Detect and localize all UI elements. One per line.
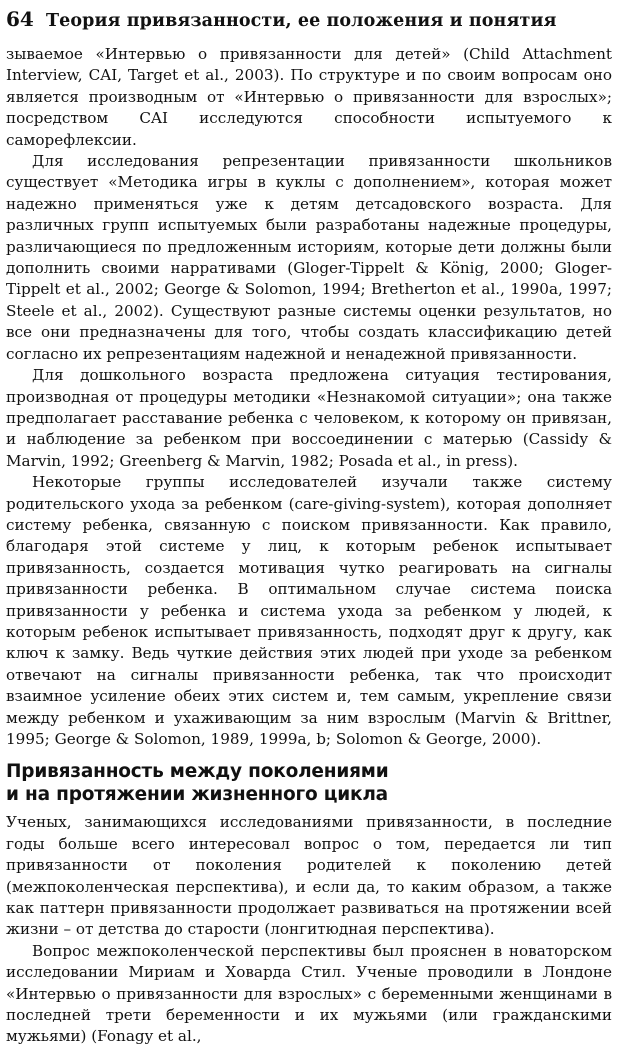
paragraph: Ученых, занимающихся исследованиями привязанности, в последние годы больше всего интересовал вопрос о том, передается ли тип привязанности от поколения родителей к поколению детей (межпоколенческая перспектива), и если да, то каким образом, а также как паттерн привязанности продолжает развиваться на протяжении всей жизни – от детства до старости (лонгитюдная перспектива). [6, 813, 612, 939]
paragraph-continued: зываемое «Интервью о привязанности для детей» (Child Attachment Interview, CAI, Target et al., 2003). По структуре и по своим вопросам оно является производным от «Интервью о привязанности для взрослых»; посредством CAI исследуются способности испытуемого к саморефлексии. [6, 45, 612, 149]
paragraph: Для исследования репрезентации привязанности школьников существует «Методика игры в куклы с дополнением», которая может надежно применяться уже к детям детсадовского возраста. Для различных групп испытуемых были разработаны надежные процедуры, различающиеся по предложенным историям, которые дети должны были дополнить своими нарративами (Gloger-Tippelt & König, 2000; Gloger-Tippelt et al., 2002; George & Solomon, 1994; Bretherton et al., 1990a, 1997; Steele et al., 2002). Существуют разные системы оценки результатов, но все они предназначены для того, чтобы создать классификацию детей согласно их репрезентациям надежной и ненадежной привязанности. [6, 152, 612, 363]
page-number: 64 [6, 7, 34, 31]
running-title: Теория привязанности, ее положения и понятия [46, 11, 557, 31]
running-head [6, 4, 612, 34]
paragraph: Некоторые группы исследователей изучали также систему родительского ухода за ребенком (care-giving-system), которая дополняет систему ребенка, связанную с поиском привязанности. Как правило, благодаря этой системе у лиц, к которым ребенок испытывает привязанность, создается мотивация чутко реагировать на сигналы привязанности ребенка. В оптимальном случае система поиска привязанности у ребенка и система ухода за ребенком у людей, к которым ребенок испытывает привязанность, подходят друг к другу, как ключ к замку. Ведь чуткие действия этих людей при уходе за ребенком отвечают на сигналы привязанности ребенка, так что происходит взаимное усиление обеих этих систем и, тем самым, укрепление связи между ребенком и ухаживающим за ним взрослым (Marvin & Brittner, 1995; George & Solomon, 1989, 1999a, b; Solomon & George, 2000). [6, 473, 612, 748]
paragraph: Вопрос межпоколенческой перспективы был прояснен в новаторском исследовании Мириам и Ховарда Стил. Ученые проводили в Лондоне «Интервью о привязанности для взрослых» с беременными женщинами в последней трети беременности и их мужьями (или гражданскими мужьями) (Fonagy et al., [6, 941, 612, 1046]
paragraph: Для дошкольного возраста предложена ситуация тестирования, производная от процедуры методики «Незнакомой ситуации»; она также предполагает расставание ребенка с человеком, к которому он привязан, и наблюдение за ребенком при воссоединении с матерью (Cassidy & Marvin, 1992; Greenberg & Marvin, 1982; Posada et al., in press). [6, 366, 612, 470]
section-heading-line: Привязанность между поколениями [6, 761, 389, 783]
section-heading-line: и на протяжении жизненного цикла [6, 784, 388, 806]
section-heading [6, 760, 612, 806]
